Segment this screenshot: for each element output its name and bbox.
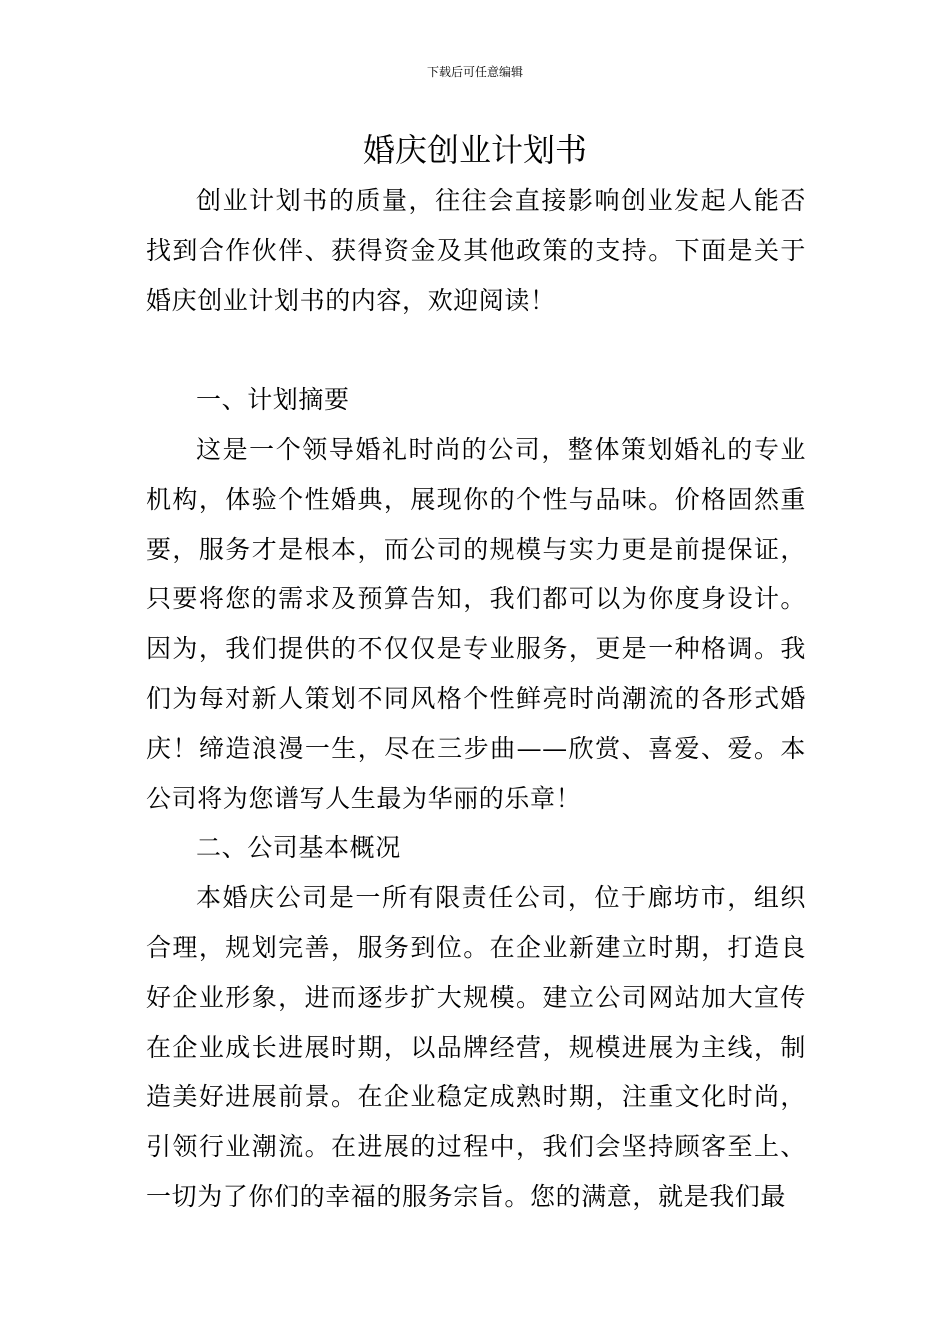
document-body <box>146 176 806 1222</box>
section-heading-summary: 一、计划摘要 <box>196 385 350 415</box>
paragraph-gap <box>146 325 806 375</box>
section-heading-company-overview: 二、公司基本概况 <box>196 833 401 863</box>
document-title: 婚庆创业计划书 <box>362 131 587 169</box>
section-company-overview-paragraph: 本婚庆公司是一所有限责任公司，位于廊坊市，组织合理，规划完善，服务到位。在企业新建立时期，打造良好企业形象，进而逐步扩大规模。建立公司网站加大宣传在企业成长进展时期，以品牌经营，规模进展为主线，制造美好进展前景。在企业稳定成熟时期，注重文化时尚，引领行业潮流。在进展的过程中，我们会坚持顾客至上、一切为了你们的幸福的服务宗旨。您的满意，就是我们最 <box>146 883 806 1211</box>
section-summary-paragraph: 这是一个领导婚礼时尚的公司，整体策划婚礼的专业机构，体验个性婚典，展现你的个性与品味。价格固然重要，服务才是根本，而公司的规模与实力更是前提保证，只要将您的需求及预算告知，我们都可以为你度身设计。因为，我们提供的不仅仅是专业服务，更是一种格调。我们为每对新人策划不同风格个性鲜亮时尚潮流的各形式婚庆！缔造浪漫一生，尽在三步曲——欣赏、喜爱、爱。本公司将为您谱写人生最为华丽的乐章！ <box>146 434 806 813</box>
header-note: 下载后可任意编辑 <box>426 65 523 79</box>
intro-paragraph: 创业计划书的质量，往往会直接影响创业发起人能否找到合作伙伴、获得资金及其他政策的支持。下面是关于婚庆创业计划书的内容，欢迎阅读！ <box>146 186 806 315</box>
